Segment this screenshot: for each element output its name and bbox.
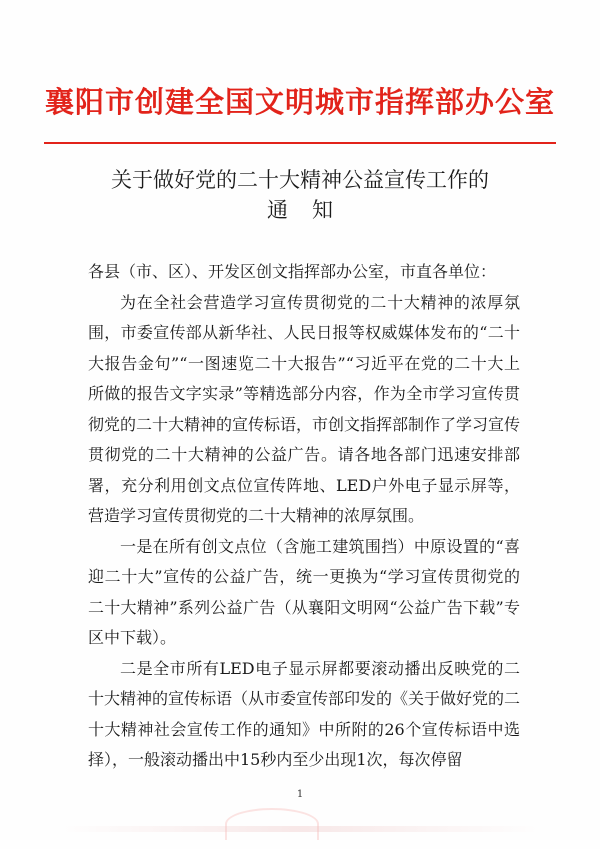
header-red-rule: [44, 142, 556, 144]
body-paragraph: 一是在所有创文点位（含施工建筑围挡）中原设置的“喜迎二十大”宣传的公益广告，统一更换为“学习宣传贯彻党的二十大精神”系列公益广告（从襄阳文明网“公益广告下载”专区中下载）。: [88, 536, 520, 647]
document-body: [88, 257, 520, 776]
scan-artifact: [60, 826, 540, 832]
seal-bleed-through: [225, 808, 319, 840]
document-title: [0, 165, 600, 225]
document-title-line1: 关于做好党的二十大精神公益宣传工作的: [111, 168, 489, 192]
body-paragraph: 二是全市所有LED电子显示屏都要滚动播出反映党的二十大精神的宣传标语（从市委宣传部印发的《关于做好党的二十大精神社会宣传工作的通知》中所附的26个宣传标语中选择），一般滚动播出中15秒内至少出现1次，每次停留: [88, 658, 521, 769]
body-paragraph: 为在全社会营造学习宣传贯彻党的二十大精神的浓厚氛围，市委宣传部从新华社、人民日报等权威媒体发布的“二十大报告金句”“一图速览二十大报告”“习近平在党的二十大上所做的报告文字实录”等精选部分内容，作为全市学习宣传贯彻党的二十大精神的宣传标语，市创文指挥部制作了学习宣传贯彻党的二十大精神的公益广告。请各地各部门迅速安排部署，充分利用创文点位宣传阵地、LED户外电子显示屏等，营造学习宣传贯彻党的二十大精神的浓厚氛围。: [88, 292, 521, 525]
document-title-line2: 通知: [267, 198, 357, 222]
salutation: 各县（市、区）、开发区创文指挥部办公室，市直各单位：: [88, 262, 497, 281]
issuing-office-header: 襄阳市创建全国文明城市指挥部办公室: [44, 85, 555, 119]
page-number: 1: [296, 789, 304, 800]
